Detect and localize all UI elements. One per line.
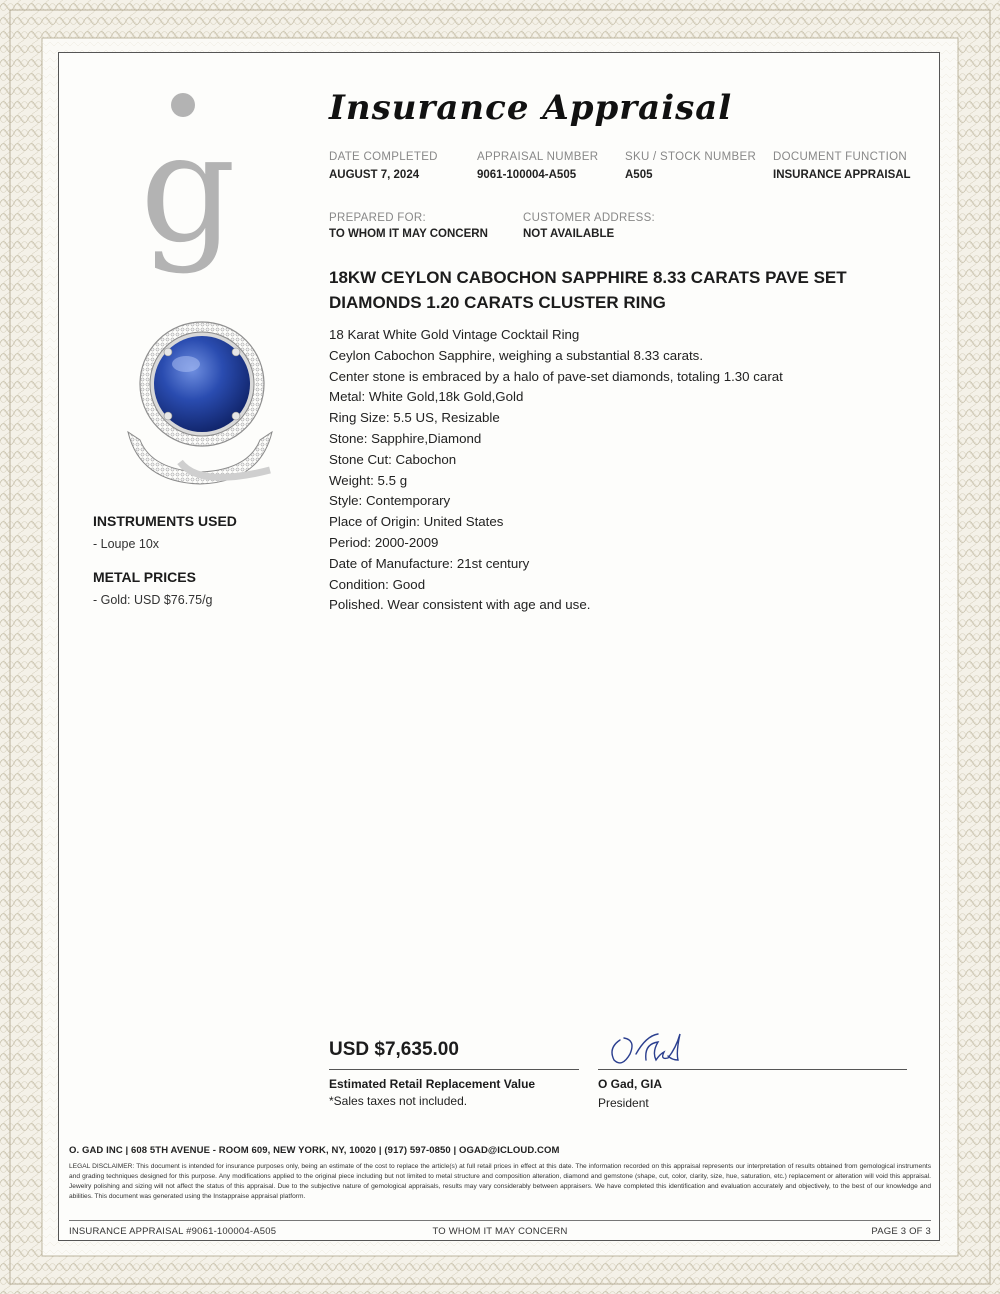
meta-label: SKU / STOCK NUMBER [625,151,757,163]
meta-appraisal-number [477,151,598,181]
tax-note: *Sales taxes not included. [329,1094,468,1108]
document-title: Insurance Appraisal [329,88,733,128]
description-line: Condition: Good [329,576,426,592]
meta-document-function [773,151,911,181]
description-line: Place of Origin: United States [329,514,504,530]
item-description [329,325,909,616]
description-line: Stone: Sapphire,Diamond [329,430,482,446]
signature-divider [598,1069,907,1070]
company-info: O. GAD INC | 608 5TH AVENUE - ROOM 609, NEW YORK, NY, 10020 | (917) 597-0850 | OGAD@ICLOUD.COM [69,1145,560,1156]
instruments-heading: INSTRUMENTS USED [93,513,237,529]
description-line: Metal: White Gold,18k Gold,Gold [329,389,524,405]
footer-center: TO WHOM IT MAY CONCERN [432,1226,568,1237]
legal-disclaimer: LEGAL DISCLAIMER: This document is intended for insurance purposes only, being an estimate of the cost to replace the article(s) at full retail prices in effect at this date. The information recorded on this appraisal represents our interpretation of results obtained from gemological instruments and grading techniques designed for this purpose. Any modifications applied to the original piece including but not limited to metal structure and composition alteration, diamond and gemstone (shape, cut, color, clarity, size, hue, saturation, etc.) replacement or alteration will void this appraisal. Jewelry polishing and sizing will not affect the status of this appraisal. Due to the subjective nature of gemological appraisals, results may vary considerably between appraisers. We have completed this identification and evaluation accurately and objectively, to the best of our knowledge and abilities. This document was generated using the Instappraise appraisal platform. [69,1163,931,1200]
meta-value: AUGUST 7, 2024 [329,169,420,181]
instruments-section [93,513,237,551]
footer-left: INSURANCE APPRAISAL #9061-100004-A505 [69,1226,277,1237]
description-line: 18 Karat White Gold Vintage Cocktail Ring [329,327,580,342]
price-label: Estimated Retail Replacement Value [329,1077,536,1091]
footer-divider [69,1220,931,1221]
price-divider [329,1069,579,1070]
prepared-label: PREPARED FOR: [329,212,426,224]
address-label: CUSTOMER ADDRESS: [523,212,656,224]
meta-value: A505 [625,169,653,181]
description-line: Weight: 5.5 g [329,472,408,488]
description-line: Style: Contemporary [329,493,451,509]
metal-heading: METAL PRICES [93,569,196,585]
address-value: NOT AVAILABLE [523,228,615,240]
description-line: Ring Size: 5.5 US, Resizable [329,410,500,426]
meta-value: 9061-100004-A505 [477,169,577,181]
appraised-price: USD $7,635.00 [329,1039,459,1060]
meta-value: INSURANCE APPRAISAL [773,169,911,181]
description-line: Stone Cut: Cabochon [329,451,457,467]
description-line: Polished. Wear consistent with age and use. [329,597,591,613]
instruments-value: - Loupe 10x [93,537,160,551]
meta-sku [625,151,756,181]
prepared-for [329,212,488,240]
footer-page-number: PAGE 3 OF 3 [871,1226,931,1237]
metal-prices-section [93,569,213,607]
description-line: Center stone is embraced by a halo of pave-set diamonds, totaling 1.30 carat [329,368,783,384]
item-heading: 18KW CEYLON CABOCHON SAPPHIRE 8.33 CARATS PAVE SET DIAMONDS 1.20 CARATS CLUSTER RING [329,268,847,312]
description-line: Ceylon Cabochon Sapphire, weighing a substantial 8.33 carats. [329,347,704,363]
ring-photo [120,312,280,490]
signer-name: O Gad, GIA [598,1077,663,1091]
signer-role: President [598,1096,649,1110]
meta-label: APPRAISAL NUMBER [477,151,599,163]
meta-label: DATE COMPLETED [329,151,438,163]
metal-value: - Gold: USD $76.75/g [93,593,213,607]
signature-image [606,1030,696,1070]
customer-address [523,212,655,240]
logo-letter: g [139,102,237,276]
company-logo [138,92,238,277]
meta-date [329,151,438,181]
meta-label: DOCUMENT FUNCTION [773,151,907,163]
prepared-value: TO WHOM IT MAY CONCERN [329,228,488,240]
description-line: Period: 2000-2009 [329,534,439,550]
description-line: Date of Manufacture: 21st century [329,555,530,571]
